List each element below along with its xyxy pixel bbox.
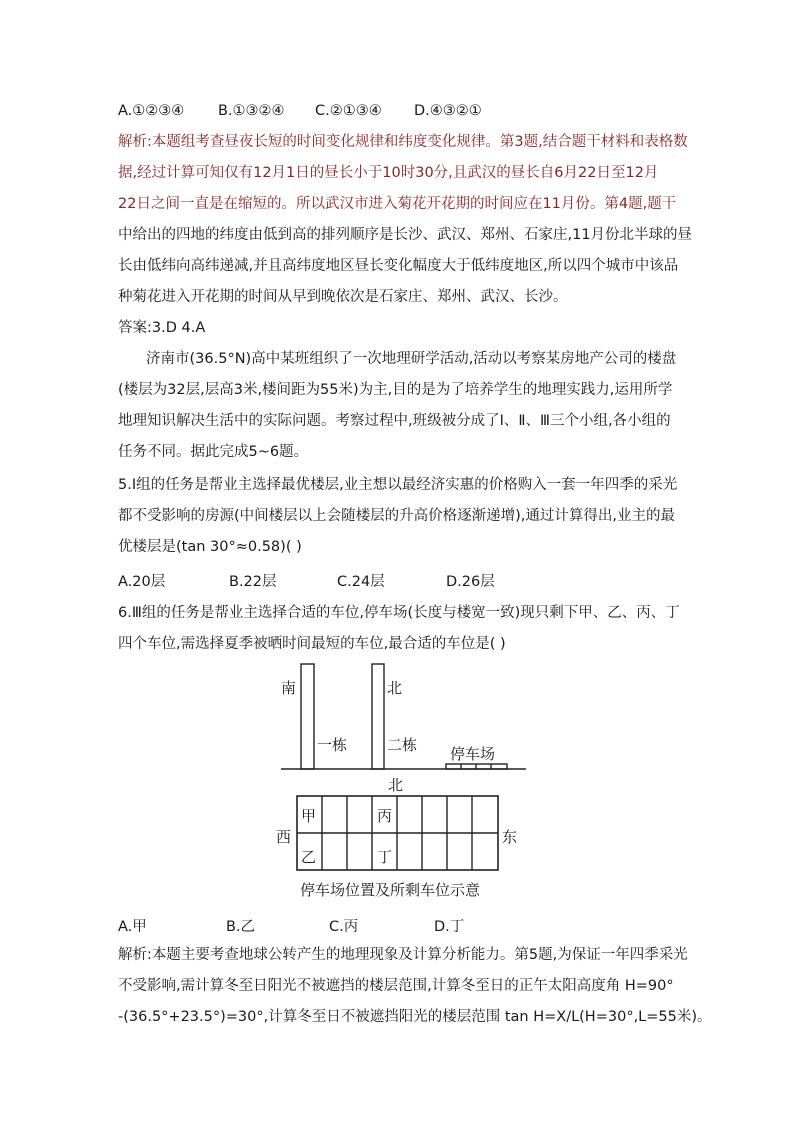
- option-d: D.④③②①: [414, 103, 482, 119]
- material-line3: 地理知识解决生活中的实际问题。考察过程中,班级被分成了Ⅰ、Ⅱ、Ⅲ三个小组,各小组的: [118, 413, 671, 429]
- label-west: 西: [276, 828, 292, 846]
- q5-option-c: C.24层: [337, 574, 385, 590]
- figure-caption: 停车场位置及所剩车位示意: [300, 881, 481, 899]
- spot-yi: 乙: [301, 848, 317, 866]
- q6-option-c: C.丙: [329, 919, 359, 935]
- building-1: [301, 664, 314, 769]
- label-north-top: 北: [387, 679, 403, 697]
- analysis1-line3: 22日之间一直是在缩短的。所以武汉市进入菊花开花期的时间应在11月份。第4题,题干: [118, 196, 677, 212]
- q5-option-a: A.20层: [118, 574, 166, 590]
- spot-ding: 丁: [377, 848, 393, 866]
- analysis2-line3: -(36.5°+23.5°)=30°,计算冬至日不被遮挡阳光的楼层范围 tan H=X/L(H=30°,L=55米)。: [118, 1009, 712, 1025]
- answer-line: 答案:3.D 4.A: [118, 320, 206, 336]
- analysis1-line4: 中给出的四地的纬度由低到高的排列顺序是长沙、武汉、郑州、石家庄,11月份北半球的昼: [118, 227, 693, 243]
- label-east: 东: [502, 828, 518, 846]
- q5-option-d: D.26层: [446, 574, 495, 590]
- q5-option-b: B.22层: [229, 574, 277, 590]
- material-line1: 济南市(36.5°N)高中某班组织了一次地理研学活动,活动以考察某房地产公司的楼盘: [146, 351, 677, 367]
- q6-option-b: B.乙: [226, 919, 256, 935]
- option-b: B.①③②④: [218, 103, 285, 119]
- q5-line2: 都不受影响的房源(中间楼层以上会随楼层的升高价格逐渐递增),通过计算得出,业主的最: [118, 508, 676, 524]
- label-south: 南: [281, 679, 297, 697]
- analysis1-line2: 据,经过计算可知仅有12月1日的昼长小于10时30分,且武汉的昼长自6月22日至12月: [118, 165, 659, 181]
- building-2: [372, 664, 384, 769]
- q6-line1: 6.Ⅲ组的任务是帮业主选择合适的车位,停车场(长度与楼宽一致)现只剩下甲、乙、丙、丁: [118, 605, 680, 621]
- q6-option-a: A.甲: [118, 919, 147, 935]
- q5-line1: 5.Ⅰ组的任务是帮业主选择最优楼层,业主想以最经济实惠的价格购入一套一年四季的采光: [118, 477, 678, 493]
- analysis1-line5: 长由低纬向高纬递减,并且高纬度地区昼长变化幅度大于低纬度地区,所以四个城市中该品: [118, 258, 679, 274]
- analysis1-line1: 解析:本题组考查昼夜长短的时间变化规律和纬度变化规律。第3题,结合题干材料和表格数: [118, 134, 688, 150]
- q6-option-d: D.丁: [434, 919, 465, 935]
- label-north: 北: [388, 776, 404, 794]
- option-a: A.①②③④: [118, 103, 185, 119]
- analysis2-line2: 不受影响,需计算冬至日阳光不被遮挡的楼层范围,计算冬至日的正午太阳高度角 H=90°: [118, 978, 674, 994]
- q6-line2: 四个车位,需选择夏季被晒时间最短的车位,最合适的车位是( ): [118, 636, 506, 652]
- q5-line3: 优楼层是(tan 30°≈0.58)( ): [118, 539, 302, 555]
- material-line2: (楼层为32层,层高3米,楼间距为55米)为主,目的是为了培养学生的地理实践力,运用所学: [118, 382, 673, 398]
- spot-jia: 甲: [301, 807, 317, 825]
- label-building-1: 一栋: [317, 736, 348, 754]
- label-building-2: 二栋: [387, 736, 418, 754]
- option-c: C.②①③④: [315, 103, 382, 119]
- analysis1-line6: 种菊花进入开花期的时间从早到晚依次是石家庄、郑州、武汉、长沙。: [118, 289, 568, 305]
- label-parking-lot: 停车场: [450, 745, 496, 763]
- material-line4: 任务不同。据此完成5~6题。: [118, 444, 309, 460]
- analysis2-line1: 解析:本题主要考查地球公转产生的地理现象及计算分析能力。第5题,为保证一年四季采光: [118, 947, 688, 963]
- spot-bing: 丙: [377, 807, 393, 825]
